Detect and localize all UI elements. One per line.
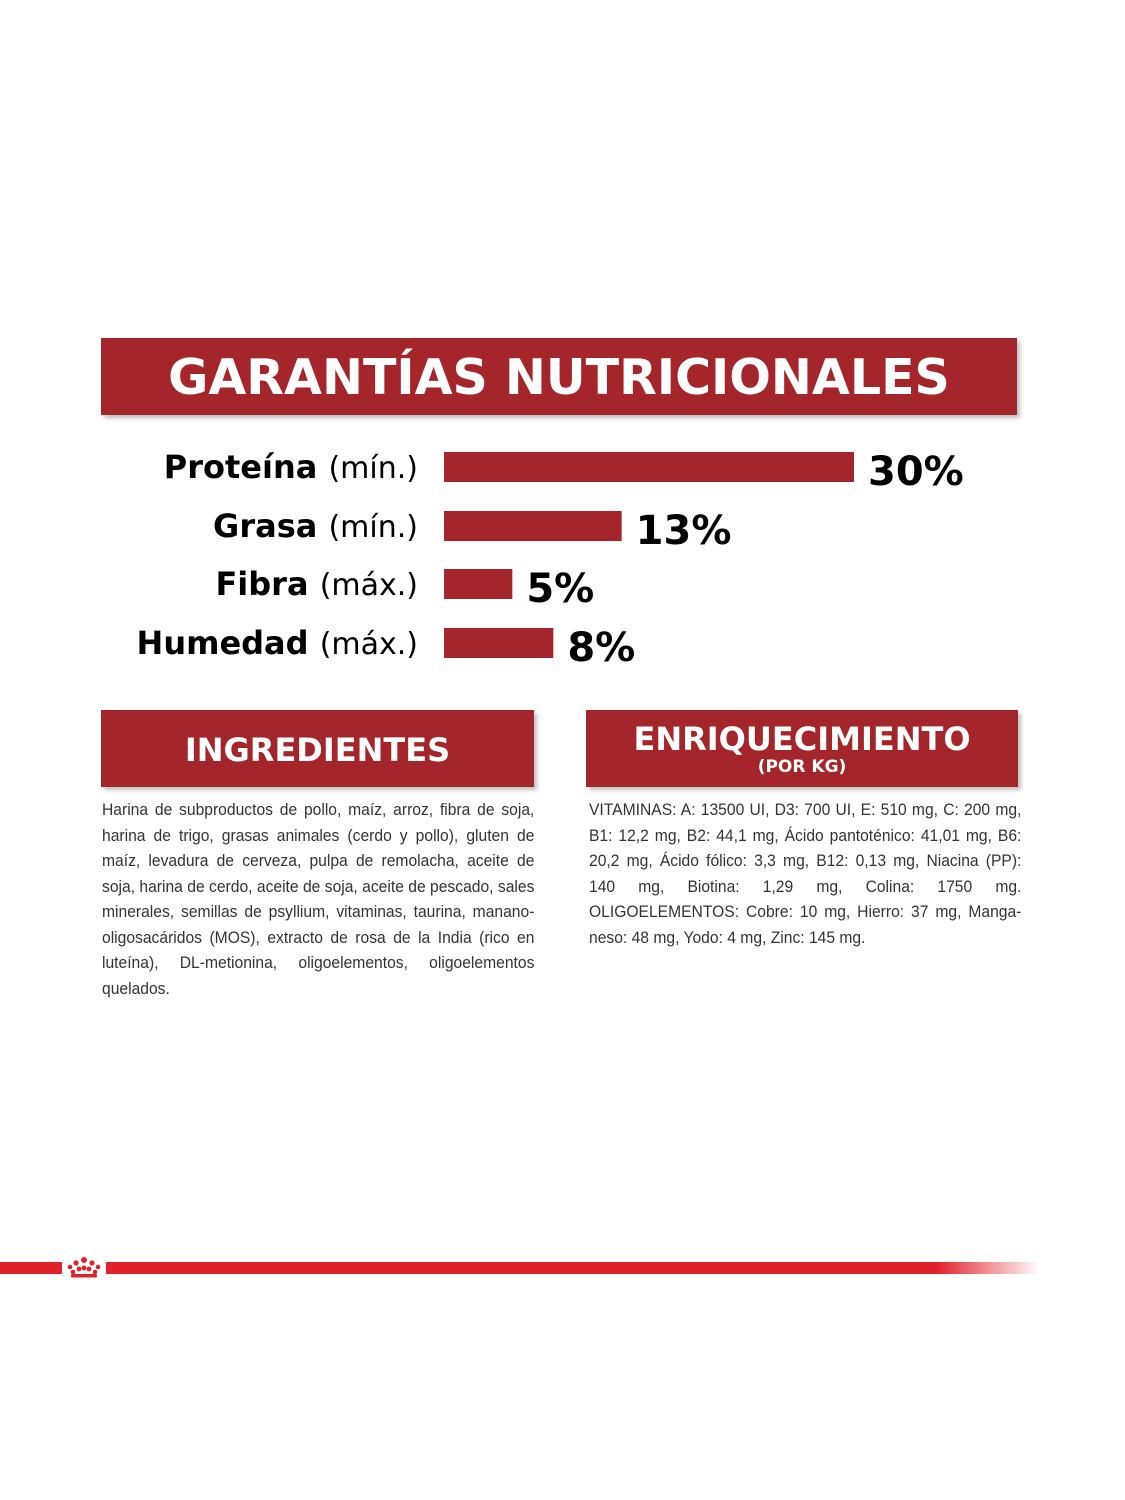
value-label: 8%: [567, 625, 636, 671]
enrichment-text: VITAMINAS: A: 13500 UI, D3: 700 UI, E: 510 mg, C: 200 mg, B1: 12,2 mg, B2: 44,1 mg, Ácido pantoténico: 41,01 mg, B6: 20,2 mg, Ácido fólico: 3,3 mg, B12: 0,13 mg, Niacina (PP): 140 mg, Biotina: 1,29 mg, Colina: 1750 mg. OLIGOELEMENTOS: Cobre: 10 mg, Hierro: 37 mg, Manga-neso: 48 mg, Yodo: 4 mg, Zinc: 145 mg.: [589, 800, 1022, 947]
enrichment-title: ENRIQUECIMIENTO: [633, 720, 971, 758]
bar: [444, 628, 553, 658]
value-label: 30%: [868, 449, 964, 495]
category-label: Grasa (mín.): [213, 507, 418, 545]
enrichment-subtitle: (POR KG): [757, 757, 847, 777]
bar: [444, 569, 512, 599]
ingredients-title: INGREDIENTES: [184, 731, 451, 769]
crown-icon: [62, 1254, 106, 1280]
page-title: GARANTÍAS NUTRICIONALES: [168, 349, 950, 406]
enrichment-banner: [586, 710, 1018, 787]
category-label: Humedad (máx.): [136, 624, 418, 662]
category-label: Proteína (mín.): [163, 448, 418, 486]
footer-stripe: [0, 1262, 1040, 1274]
ingredients-text: Harina de subproductos de pollo, maíz, arroz, fibra de soja, harina de trigo, grasas animales (cerdo y pollo), gluten de maíz, levadura de cerveza, pulpa de remolacha, aceite de soja, harina de cerdo, aceite de soja, aceite de pescado, sales minerales, semillas de psyllium, vitaminas, taurina, manano-oligosacáridos (MOS), extracto de rosa de la India (rico en luteína), DL-metionina, oligoelementos, oligoelementos quelados.: [102, 800, 535, 998]
nutrition-bar-chart: [0, 430, 1125, 680]
ingredients-banner: [101, 710, 534, 787]
value-label: 5%: [526, 566, 595, 612]
category-label: Fibra (máx.): [215, 565, 418, 603]
bar: [444, 511, 622, 541]
title-banner: [101, 338, 1017, 415]
bar: [444, 452, 854, 482]
value-label: 13%: [635, 508, 732, 554]
